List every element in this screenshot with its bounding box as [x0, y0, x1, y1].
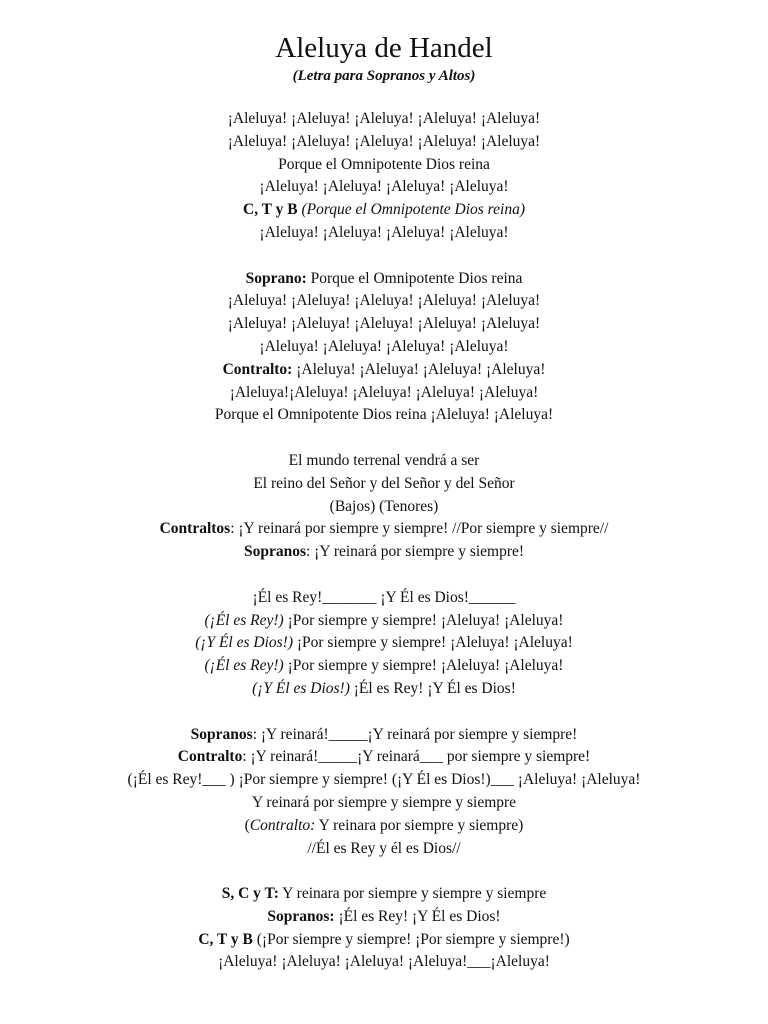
lyric-line	[0, 518, 768, 541]
lyric-line	[0, 883, 768, 906]
lyric-line	[0, 154, 768, 177]
voice-label: Soprano:	[245, 269, 307, 287]
voice-label: C, T y B	[198, 930, 253, 948]
lyric-line	[0, 678, 768, 701]
lyric-line	[0, 108, 768, 131]
lyric-text: ¡Él es Rey!_______ ¡Y Él es Dios!______	[252, 588, 516, 606]
lyric-line	[0, 929, 768, 952]
lyric-text: ¡Por siempre y siempre! ¡Aleluya! ¡Aleluya!	[292, 634, 573, 652]
lyric-line	[0, 268, 768, 291]
lyric-text: (Bajos) (Tenores)	[329, 497, 439, 515]
lyric-text: ¡Aleluya! ¡Aleluya! ¡Aleluya! ¡Aleluya! ¡Aleluya!	[227, 292, 541, 310]
lyric-line	[0, 769, 768, 792]
blank-line	[0, 245, 768, 268]
lyric-text: ¡Por siempre y siempre! ¡Aleluya! ¡Aleluya!	[283, 611, 564, 629]
lyrics-body	[0, 108, 768, 974]
lyric-line	[0, 404, 768, 427]
lyric-text: //Él es Rey y él es Dios//	[307, 839, 461, 857]
lyric-text: Porque el Omnipotente Dios reina ¡Aleluya! ¡Aleluya!	[214, 406, 554, 424]
lyric-text: ¡Por siempre y siempre! ¡Aleluya! ¡Aleluya!	[283, 657, 564, 675]
lyric-line	[0, 610, 768, 633]
lyric-text: ¡Él es Rey! ¡Y Él es Dios!	[334, 907, 501, 925]
lyric-line	[0, 176, 768, 199]
lyric-text: ¡Aleluya! ¡Aleluya! ¡Aleluya! ¡Aleluya! ¡Aleluya!	[227, 132, 541, 150]
lyric-line	[0, 450, 768, 473]
lyric-text: ¡Aleluya! ¡Aleluya! ¡Aleluya! ¡Aleluya!	[292, 360, 546, 378]
lyric-line	[0, 382, 768, 405]
lyric-text: : ¡Y reinará!_____¡Y reinará por siempre y siempre!	[252, 725, 578, 743]
lyric-italic-text: (¡Él es Rey!)	[204, 657, 284, 675]
lyric-line	[0, 746, 768, 769]
voice-label: C, T y B	[243, 201, 298, 219]
lyric-italic-text: Contralto:	[249, 816, 316, 834]
lyric-text: : ¡Y reinará!_____¡Y reinará___ por siempre y siempre!	[242, 748, 591, 766]
lyric-text: ¡Aleluya! ¡Aleluya! ¡Aleluya! ¡Aleluya! ¡Aleluya!	[227, 110, 541, 127]
lyric-line	[0, 359, 768, 382]
lyric-text: ¡Aleluya! ¡Aleluya! ¡Aleluya! ¡Aleluya! ¡Aleluya!	[227, 315, 541, 333]
lyric-text: Porque el Omnipotente Dios reina	[306, 269, 523, 287]
voice-label: Sopranos	[243, 543, 306, 561]
lyric-line	[0, 815, 768, 838]
lyric-line	[0, 222, 768, 245]
lyric-line	[0, 632, 768, 655]
lyric-text: Y reinará por siempre y siempre y siempre	[251, 793, 517, 811]
lyric-text: Porque el Omnipotente Dios reina	[278, 155, 490, 173]
blank-line	[0, 701, 768, 724]
lyric-line	[0, 655, 768, 678]
lyric-text: : ¡Y reinará por siempre y siempre! //Por siempre y siempre//	[230, 520, 609, 538]
lyric-line	[0, 587, 768, 610]
document-subtitle: (Letra para Sopranos y Altos)	[292, 68, 476, 84]
lyric-text: ¡Aleluya! ¡Aleluya! ¡Aleluya! ¡Aleluya!	[259, 223, 509, 241]
lyric-text: El mundo terrenal vendrá a ser	[288, 451, 480, 469]
voice-label: Contralto	[177, 748, 243, 766]
lyric-line	[0, 906, 768, 929]
document-title: Aleluya de Handel	[275, 32, 493, 64]
lyric-text: ¡Aleluya! ¡Aleluya! ¡Aleluya! ¡Aleluya!___¡Aleluya!	[218, 953, 550, 971]
lyric-italic-text: (Porque el Omnipotente Dios reina)	[301, 201, 525, 219]
lyric-text: (	[244, 816, 250, 834]
lyric-line	[0, 541, 768, 564]
lyric-line	[0, 336, 768, 359]
voice-label: Sopranos:	[267, 907, 335, 925]
lyric-text: El reino del Señor y del Señor y del Señor	[253, 474, 515, 492]
lyric-line	[0, 473, 768, 496]
blank-line	[0, 427, 768, 450]
lyric-text: ¡Aleluya!¡Aleluya! ¡Aleluya! ¡Aleluya! ¡Aleluya!	[229, 383, 539, 401]
lyric-line	[0, 792, 768, 815]
voice-label: S, C y T:	[221, 885, 279, 903]
lyric-line	[0, 313, 768, 336]
voice-label: Sopranos	[190, 725, 253, 743]
lyric-text: (¡Él es Rey!___ ) ¡Por siempre y siempre! (¡Y Él es Dios!)___ ¡Aleluya! ¡Aleluya!	[127, 771, 641, 789]
lyric-line	[0, 131, 768, 154]
lyric-text: Y reinara por siempre y siempre)	[315, 816, 524, 834]
lyric-line	[0, 290, 768, 313]
blank-line	[0, 860, 768, 883]
lyric-text: Y reinara por siempre y siempre y siempre	[278, 885, 547, 903]
lyric-text: : ¡Y reinará por siempre y siempre!	[305, 543, 525, 561]
blank-line	[0, 564, 768, 587]
lyric-line	[0, 951, 768, 974]
voice-label: Contralto:	[222, 360, 293, 378]
lyric-line	[0, 496, 768, 519]
lyric-text: ¡Él es Rey! ¡Y Él es Dios!	[349, 679, 516, 697]
lyric-line	[0, 199, 768, 222]
lyric-italic-text: (¡Él es Rey!)	[204, 611, 284, 629]
lyric-italic-text: (¡Y Él es Dios!)	[252, 679, 350, 697]
lyric-italic-text: (¡Y Él es Dios!)	[195, 634, 293, 652]
lyric-text: ¡Aleluya! ¡Aleluya! ¡Aleluya! ¡Aleluya!	[259, 337, 509, 355]
lyric-line	[0, 724, 768, 747]
voice-label: Contraltos	[159, 520, 231, 538]
lyric-line	[0, 838, 768, 861]
lyric-text: (¡Por siempre y siempre! ¡Por siempre y siempre!)	[252, 930, 570, 948]
lyric-text: ¡Aleluya! ¡Aleluya! ¡Aleluya! ¡Aleluya!	[259, 178, 509, 196]
